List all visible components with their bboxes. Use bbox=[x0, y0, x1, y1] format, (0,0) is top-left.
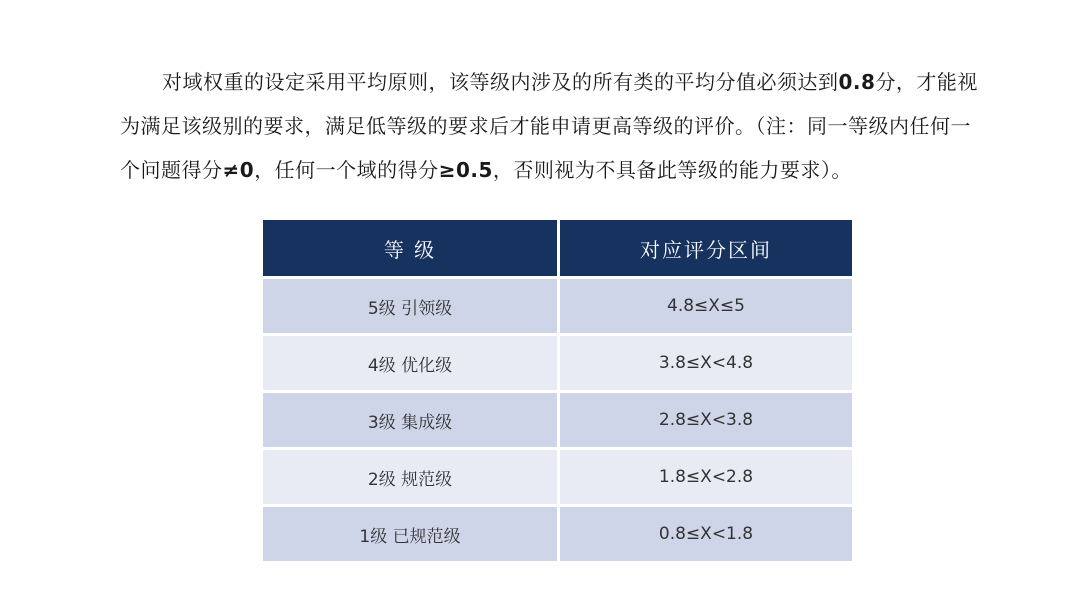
table-row bbox=[263, 333, 852, 390]
range-cell: 0.8≤X<1.8 bbox=[560, 504, 852, 561]
paragraph-text-4: ，否则视为不具备此等级的能力要求）。 bbox=[492, 158, 852, 182]
range-cell: 4.8≤X≤5 bbox=[560, 276, 852, 333]
table-row bbox=[263, 504, 852, 561]
paragraph-value-2: ≠0 bbox=[222, 158, 255, 182]
paragraph-text-2: 分，才能视为满足该级别的要求，满足低等级的要求后才能申请更高等级的评价。（注：同一等级内任何一个问题得分 bbox=[120, 70, 978, 182]
paragraph-text-1: 对域权重的设定采用平均原则，该等级内涉及的所有类的平均分值必须达到 bbox=[162, 70, 839, 94]
table-row bbox=[263, 276, 852, 333]
range-cell: 3.8≤X<4.8 bbox=[560, 333, 852, 390]
range-cell: 1.8≤X<2.8 bbox=[560, 447, 852, 504]
paragraph-value-1: 0.8 bbox=[838, 70, 876, 94]
level-cell: 1级 已规范级 bbox=[263, 504, 560, 561]
grade-table bbox=[263, 220, 852, 561]
paragraph-value-3: ≥0.5 bbox=[438, 158, 493, 182]
level-cell: 2级 规范级 bbox=[263, 447, 560, 504]
level-cell: 3级 集成级 bbox=[263, 390, 560, 447]
range-cell: 2.8≤X<3.8 bbox=[560, 390, 852, 447]
header-level: 等 级 bbox=[263, 220, 560, 276]
table-header-row bbox=[263, 220, 852, 276]
table-row bbox=[263, 390, 852, 447]
level-cell: 5级 引领级 bbox=[263, 276, 560, 333]
description-paragraph bbox=[120, 60, 990, 192]
table-row bbox=[263, 447, 852, 504]
paragraph-text-3: ，任何一个域的得分 bbox=[254, 158, 439, 182]
header-score-range: 对应评分区间 bbox=[560, 220, 852, 276]
level-cell: 4级 优化级 bbox=[263, 333, 560, 390]
